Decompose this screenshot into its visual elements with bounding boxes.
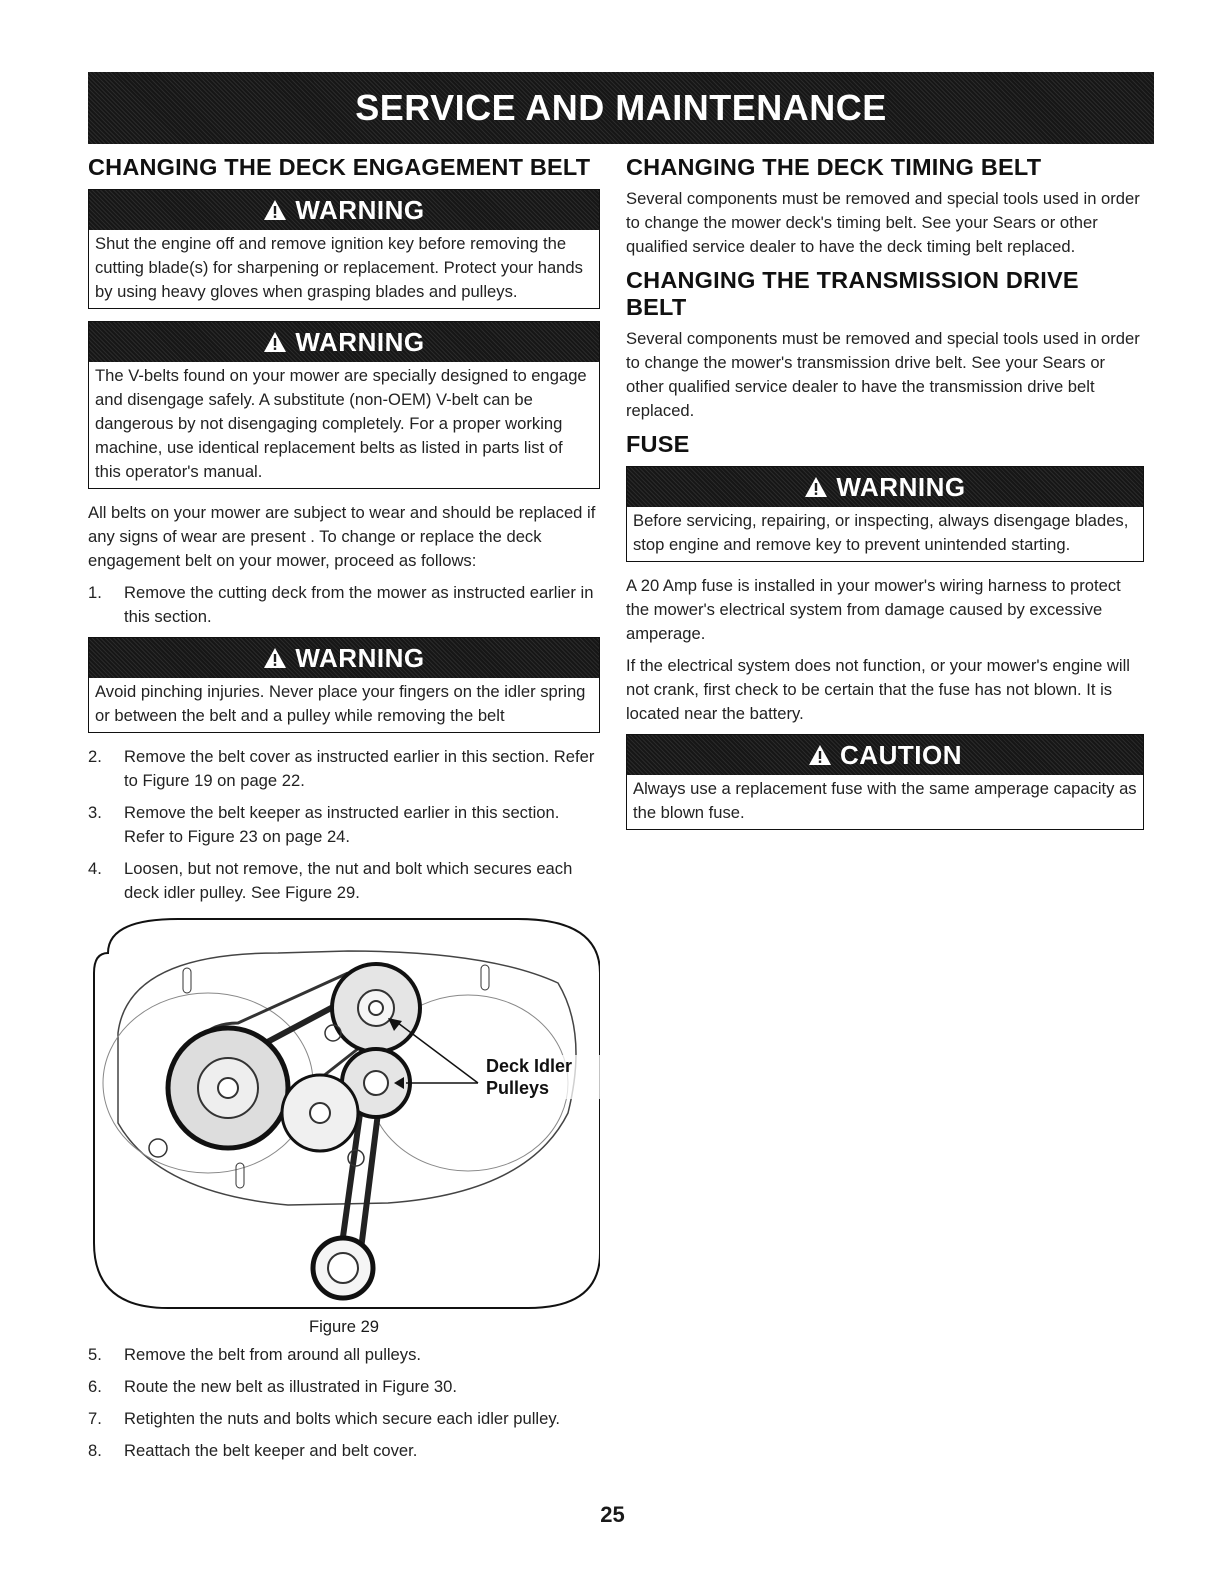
paragraph-timing-belt: Several components must be removed and special tools used in order to change the mower deck's timing belt. See your Sears or other qualified service dealer to have the deck timing belt replaced.	[626, 189, 1140, 256]
step-number: 7.	[88, 1409, 102, 1428]
warning-title: WARNING	[295, 194, 425, 225]
warning-text: Avoid pinching injuries. Never place your fingers on the idler spring or between the belt and a pulley while removing the belt	[95, 682, 586, 725]
step-number: 8.	[88, 1441, 102, 1460]
list-item	[88, 745, 600, 793]
heading-transmission-drive-belt: CHANGING THE TRANSMISSION DRIVE BELT	[626, 267, 1079, 320]
section-title: SERVICE AND MAINTENANCE	[355, 87, 887, 128]
list-item	[88, 581, 600, 629]
step-text: Reattach the belt keeper and belt cover.	[124, 1441, 418, 1460]
list-item	[88, 1439, 600, 1463]
warning-title: WARNING	[295, 326, 425, 357]
paragraph-fuse-location: If the electrical system does not function, or your mower's engine will not crank, first check to be certain that the fuse has not blown. It is located near the battery.	[626, 656, 1130, 723]
heading-deck-engagement-belt: CHANGING THE DECK ENGAGEMENT BELT	[88, 154, 591, 180]
step-number: 4.	[88, 859, 102, 878]
step-text: Remove the belt keeper as instructed earlier in this section. Refer to Figure 23 on page 24.	[124, 803, 560, 846]
deck-belt-diagram	[88, 913, 600, 1313]
caution-text: Always use a replacement fuse with the same amperage capacity as the blown fuse.	[633, 779, 1137, 822]
alert-triangle-icon	[804, 476, 828, 498]
alert-triangle-icon	[263, 331, 287, 353]
warning-text: Before servicing, repairing, or inspecting, always disengage blades, stop engine and remove key to prevent unintended starting.	[633, 511, 1129, 554]
alert-triangle-icon	[263, 647, 287, 669]
steps-list-3	[88, 1343, 600, 1463]
warning-box-vbelts	[88, 321, 600, 489]
alert-triangle-icon	[263, 199, 287, 221]
list-item	[88, 857, 600, 905]
alert-triangle-icon	[808, 744, 832, 766]
caution-box-fuse	[626, 734, 1144, 830]
step-number: 1.	[88, 583, 102, 602]
warning-text: The V-belts found on your mower are specially designed to engage and disengage safely. A substitute (non-OEM) V-belt can be dangerous by not disengaging completely. For a proper working machine, use identical replacement belts as listed in parts list of this operator's manual.	[95, 366, 587, 481]
step-number: 2.	[88, 747, 102, 766]
warning-title: WARNING	[836, 471, 966, 502]
warning-header	[89, 322, 599, 362]
step-text: Retighten the nuts and bolts which secure each idler pulley.	[124, 1409, 560, 1428]
warning-box-fuse	[626, 466, 1144, 562]
paragraph-transmission-belt: Several components must be removed and special tools used in order to change the mower's transmission drive belt. See your Sears or other qualified service dealer to have the transmission drive belt replaced.	[626, 329, 1140, 420]
left-column	[88, 150, 600, 1471]
step-number: 5.	[88, 1345, 102, 1364]
figure-29-illustration	[88, 913, 600, 1313]
step-number: 3.	[88, 803, 102, 822]
list-item	[88, 1375, 600, 1399]
step-text: Remove the belt from around all pulleys.	[124, 1345, 421, 1364]
warning-text: Shut the engine off and remove ignition key before removing the cutting blade(s) for sharpening or replacement. Protect your hands by using heavy gloves when grasping blades and pulleys.	[95, 234, 583, 301]
deck-idler-pulleys-label: Deck Idler Pulleys	[484, 1055, 600, 1099]
step-text: Route the new belt as illustrated in Figure 30.	[124, 1377, 457, 1396]
page-number: 25	[600, 1502, 625, 1527]
list-item	[88, 1407, 600, 1431]
figure-caption: Figure 29	[308, 1317, 380, 1336]
heading-fuse: FUSE	[626, 431, 690, 457]
steps-list-1	[88, 581, 600, 629]
warning-box-pinching	[88, 637, 600, 733]
step-text: Loosen, but not remove, the nut and bolt which secures each deck idler pulley. See Figure 29.	[124, 859, 573, 902]
warning-header	[627, 467, 1143, 507]
heading-deck-timing-belt: CHANGING THE DECK TIMING BELT	[626, 154, 1042, 180]
step-text: Remove the belt cover as instructed earlier in this section. Refer to Figure 19 on page 22.	[124, 747, 595, 790]
warning-title: WARNING	[295, 642, 425, 673]
right-column	[626, 150, 1144, 842]
intro-paragraph: All belts on your mower are subject to wear and should be replaced if any signs of wear are present . To change or replace the deck engagement belt on your mower, proceed as follows:	[88, 503, 596, 570]
paragraph-fuse-amp: A 20 Amp fuse is installed in your mower's wiring harness to protect the mower's electrical system from damage caused by excessive amperage.	[626, 576, 1121, 643]
step-number: 6.	[88, 1377, 102, 1396]
section-banner	[88, 72, 1154, 144]
steps-list-2	[88, 745, 600, 905]
list-item	[88, 1343, 600, 1367]
step-text: Remove the cutting deck from the mower as instructed earlier in this section.	[124, 583, 594, 626]
list-item	[88, 801, 600, 849]
warning-header	[89, 190, 599, 230]
caution-title: CAUTION	[840, 739, 962, 770]
warning-box-blades	[88, 189, 600, 309]
warning-header	[89, 638, 599, 678]
caution-header	[627, 735, 1143, 775]
